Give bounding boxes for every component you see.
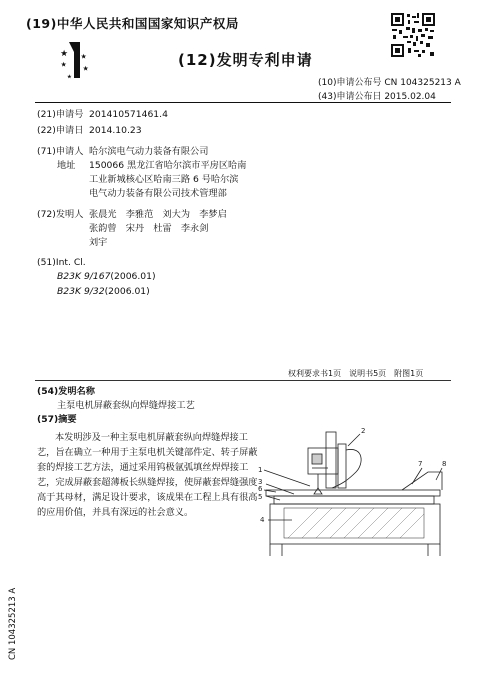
page-count: 权利要求书1页 说明书5页 附图1页 bbox=[288, 369, 424, 378]
applicant-value: 哈尔滨电气动力装备有限公司 bbox=[89, 146, 209, 157]
publication-number: (10)申请公布号 CN 104325213 A bbox=[318, 78, 461, 88]
address-line-2: 工业新城核心区哈南三路 6 号哈尔滨 bbox=[89, 174, 239, 185]
ipc-1 bbox=[57, 270, 156, 284]
application-date bbox=[37, 124, 142, 138]
address-line-3: 电气动力装备有限公司技术管理部 bbox=[89, 188, 227, 199]
ipc-2 bbox=[57, 285, 150, 299]
cnipa-logo bbox=[60, 40, 94, 80]
ipc-1-version: (2006.01) bbox=[110, 271, 156, 282]
qr-code bbox=[390, 12, 436, 58]
callout-5: 5 bbox=[258, 493, 263, 501]
inventors bbox=[37, 208, 227, 222]
ipc-2-code: B23K 9/32 bbox=[57, 286, 105, 297]
address-label: 地址 bbox=[57, 160, 76, 171]
callout-7: 7 bbox=[418, 460, 423, 468]
callout-4: 4 bbox=[260, 516, 265, 524]
inventors-line-1: 张晨光 李雅范 刘大为 李梦启 bbox=[89, 209, 227, 220]
header-rule bbox=[35, 102, 451, 103]
int-cl-label: (51)Int. Cl. bbox=[37, 257, 86, 268]
address bbox=[57, 159, 246, 173]
section-rule bbox=[35, 380, 451, 381]
inventors-line-2: 张韵曾 宋丹 杜雷 李永剑 bbox=[89, 223, 209, 234]
inventors-line-3: 刘宇 bbox=[89, 237, 108, 248]
callout-2: 2 bbox=[361, 427, 366, 435]
application-date-value: 2014.10.23 bbox=[89, 125, 142, 136]
invention-title: 主泵电机屏蔽套纵向焊缝焊接工艺 bbox=[57, 400, 195, 411]
abstract-text: 本发明涉及一种主泵电机屏蔽套纵向焊缝焊接工艺，旨在确立一种用于主泵电机关键部件定、转子屏蔽套的焊接工艺方法，通过采用钨极氩弧填丝焊焊接工艺，完成屏蔽套超薄板长纵缝焊接，使屏蔽套焊缝强度高于其母材，满足设计要求，该成果在工程上具有很高的应用价值，并具有深远的社会意义。 bbox=[37, 432, 258, 518]
side-publication-number: CN 104325213 A bbox=[8, 587, 18, 660]
welding-fixture-figure bbox=[252, 424, 458, 564]
title-label: (54)发明名称 bbox=[37, 386, 95, 397]
publication-date: (43)申请公布日 2015.02.04 bbox=[318, 92, 436, 102]
callout-1: 1 bbox=[258, 466, 263, 474]
address-line-1: 150066 黑龙江省哈尔滨市平房区哈南 bbox=[89, 160, 247, 171]
applicant-label: (71)申请人 bbox=[37, 146, 84, 157]
application-number-label: (21)申请号 bbox=[37, 109, 84, 120]
callout-6: 6 bbox=[258, 485, 263, 493]
applicant bbox=[37, 145, 208, 159]
application-number-value: 201410571461.4 bbox=[89, 109, 168, 120]
inventors-label: (72)发明人 bbox=[37, 209, 84, 220]
callout-8: 8 bbox=[442, 460, 447, 468]
abstract-label: (57)摘要 bbox=[37, 414, 77, 425]
ipc-2-version: (2006.01) bbox=[104, 286, 150, 297]
document-type: (12)发明专利申请 bbox=[178, 51, 313, 69]
application-date-label: (22)申请日 bbox=[37, 125, 84, 136]
ipc-1-code: B23K 9/167 bbox=[57, 271, 111, 282]
application-number bbox=[37, 108, 168, 122]
office-name: (19)中华人民共和国国家知识产权局 bbox=[26, 16, 239, 31]
callout-3: 3 bbox=[258, 478, 263, 486]
